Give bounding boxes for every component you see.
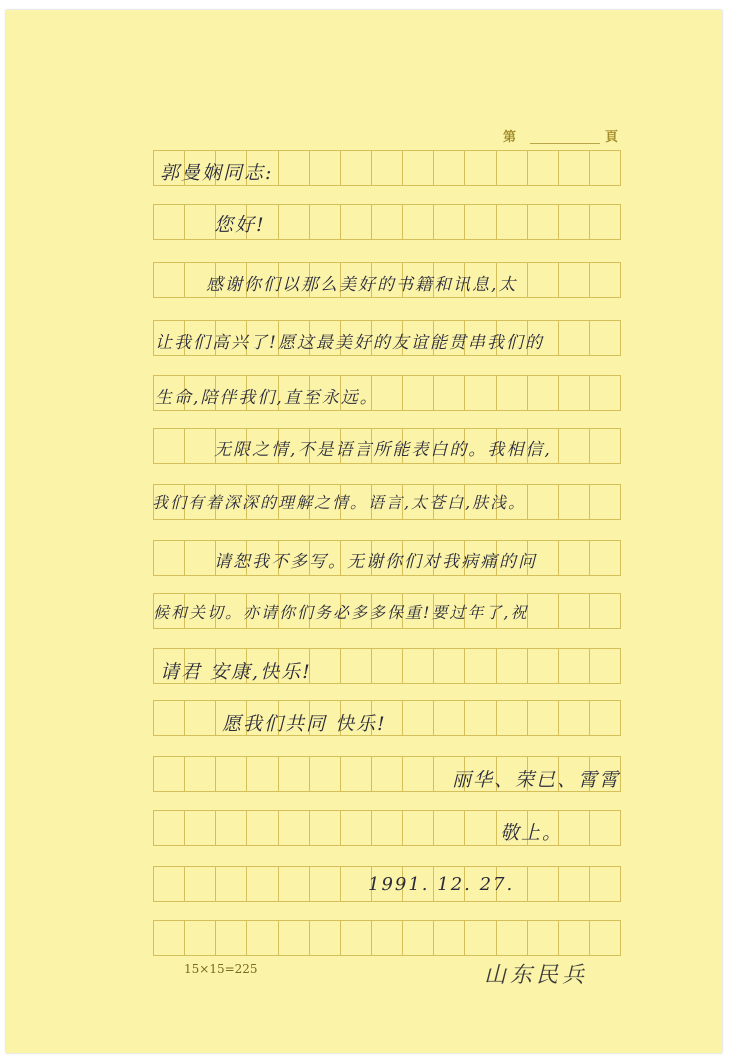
grid-cell: [465, 921, 496, 955]
grid-cell: [590, 541, 620, 575]
grid-cell: [528, 867, 559, 901]
grid-cell: [310, 811, 341, 845]
page-number-prefix: 第: [503, 130, 517, 145]
grid-cell: [154, 263, 185, 297]
grid-cell: [403, 811, 434, 845]
grid-cell: [528, 205, 559, 239]
grid-cell: [247, 921, 278, 955]
grid-cell: [403, 205, 434, 239]
grid-cell: [465, 376, 496, 410]
grid-cell: [559, 594, 590, 628]
grid-cell: [154, 205, 185, 239]
grid-cell: [465, 205, 496, 239]
salutation: 郭曼娴同志:: [160, 162, 274, 184]
grid-cell: [559, 921, 590, 955]
grid-cell: [310, 649, 341, 683]
letter-line: 感谢你们以那么美好的书籍和讯息,太: [206, 275, 518, 295]
grid-cell: [559, 263, 590, 297]
grid-cell: [559, 321, 590, 355]
grid-cell: [154, 921, 185, 955]
grid-cell: [310, 205, 341, 239]
grid-cell: [559, 811, 590, 845]
grid-cell: [247, 867, 278, 901]
grid-cell: [279, 921, 310, 955]
grid-cell: [185, 429, 216, 463]
grid-cell: [465, 811, 496, 845]
grid-cell: [528, 376, 559, 410]
grid-cell: [528, 151, 559, 185]
grid-cell: [216, 757, 247, 791]
grid-cell: [528, 594, 559, 628]
letter-line: 候和关切。亦请你们务必多多保重!要过年了,祝: [153, 603, 529, 622]
grid-cell: [590, 205, 620, 239]
letter-line: 让我们高兴了!愿这最美好的友谊能贯串我们的: [155, 333, 544, 353]
grid-cell: [528, 649, 559, 683]
letter-line: 生命,陪伴我们,直至永远。: [155, 388, 379, 408]
grid-cell: [154, 867, 185, 901]
grid-cell: [185, 541, 216, 575]
grid-cell: [279, 205, 310, 239]
grid-cell: [403, 701, 434, 735]
grid-cell: [403, 921, 434, 955]
grid-cell: [590, 485, 620, 519]
page-number-suffix: 頁: [605, 130, 619, 145]
grid-cell: [434, 376, 465, 410]
grid-cell: [310, 921, 341, 955]
grid-cell: [341, 649, 372, 683]
grid-cell: [216, 867, 247, 901]
grid-cell: [590, 649, 620, 683]
grid-cell: [559, 649, 590, 683]
grid-cell: [154, 429, 185, 463]
grid-cell: [528, 485, 559, 519]
grid-cell: [310, 151, 341, 185]
grid-cell: [341, 811, 372, 845]
grid-cell: [154, 811, 185, 845]
letter-line: 请恕我不多写。无谢你们对我病痛的问: [214, 552, 537, 572]
grid-cell: [465, 701, 496, 735]
grid-cell: [434, 701, 465, 735]
grid-cell: [590, 867, 620, 901]
grid-cell: [154, 541, 185, 575]
grid-row: [153, 920, 621, 956]
grid-cell: [590, 811, 620, 845]
letter-line: 愿我们共同 快乐!: [222, 713, 387, 735]
grid-cell: [559, 485, 590, 519]
grid-cell: [403, 376, 434, 410]
grid-cell: [434, 205, 465, 239]
grid-cell: [185, 757, 216, 791]
grid-cell: [216, 811, 247, 845]
grid-cell: [590, 594, 620, 628]
grid-cell: [341, 921, 372, 955]
grid-cell: [465, 151, 496, 185]
grid-cell: [434, 921, 465, 955]
grid-cell: [372, 649, 403, 683]
grid-cell: [185, 867, 216, 901]
grid-cell: [559, 376, 590, 410]
grid-cell: [559, 701, 590, 735]
grid-cell: [590, 151, 620, 185]
grid-cell: [465, 649, 496, 683]
grid-cell: [528, 263, 559, 297]
grid-cell: [310, 757, 341, 791]
grid-cell: [279, 151, 310, 185]
grid-cell: [154, 757, 185, 791]
grid-cell: [372, 151, 403, 185]
grid-cell: [559, 867, 590, 901]
grid-cell: [590, 376, 620, 410]
grid-cell: [403, 151, 434, 185]
grid-cell: [247, 811, 278, 845]
grid-cell: [279, 757, 310, 791]
grid-cell: [434, 649, 465, 683]
grid-cell: [590, 263, 620, 297]
signature-closing: 敬上。: [500, 822, 564, 844]
grid-cell: [497, 649, 528, 683]
grid-cell: [216, 921, 247, 955]
grid-cell: [279, 811, 310, 845]
signature-names: 丽华、荣已、霄霄: [452, 769, 621, 791]
grid-cell: [154, 701, 185, 735]
grid-cell: [559, 541, 590, 575]
grid-cell: [185, 921, 216, 955]
grid-cell: [372, 921, 403, 955]
grid-cell: [247, 757, 278, 791]
grid-cell: [497, 205, 528, 239]
grid-cell: [434, 811, 465, 845]
greeting: 您好!: [214, 214, 266, 236]
grid-cell: [403, 649, 434, 683]
grid-cell: [341, 151, 372, 185]
grid-size-note: 15×15=225: [184, 962, 258, 976]
grid-cell: [341, 205, 372, 239]
grid-cell: [559, 151, 590, 185]
grid-cell: [185, 701, 216, 735]
grid-cell: [497, 151, 528, 185]
grid-cell: [434, 151, 465, 185]
grid-cell: [559, 205, 590, 239]
grid-cell: [372, 811, 403, 845]
grid-cell: [559, 429, 590, 463]
grid-cell: [497, 701, 528, 735]
grid-cell: [310, 867, 341, 901]
grid-cell: [403, 757, 434, 791]
grid-cell: [497, 921, 528, 955]
grid-cell: [279, 867, 310, 901]
letter-line: 无限之情,不是语言所能表白的。我相信,: [214, 440, 552, 460]
grid-cell: [590, 921, 620, 955]
grid-cell: [497, 376, 528, 410]
letter-date: 1991. 12. 27.: [368, 874, 515, 895]
grid-cell: [528, 701, 559, 735]
grid-cell: [528, 921, 559, 955]
letter-line: 请君 安康,快乐!: [160, 661, 312, 683]
grid-cell: [590, 321, 620, 355]
publisher-stamp: 山东民兵: [484, 963, 589, 988]
grid-cell: [372, 205, 403, 239]
grid-cell: [341, 757, 372, 791]
grid-cell: [372, 757, 403, 791]
grid-cell: [185, 205, 216, 239]
grid-cell: [185, 811, 216, 845]
grid-cell: [590, 429, 620, 463]
grid-cell: [590, 701, 620, 735]
page-number-blank: [530, 143, 600, 144]
letter-line: 我们有着深深的理解之情。语言,太苍白,肤浅。: [152, 493, 527, 512]
